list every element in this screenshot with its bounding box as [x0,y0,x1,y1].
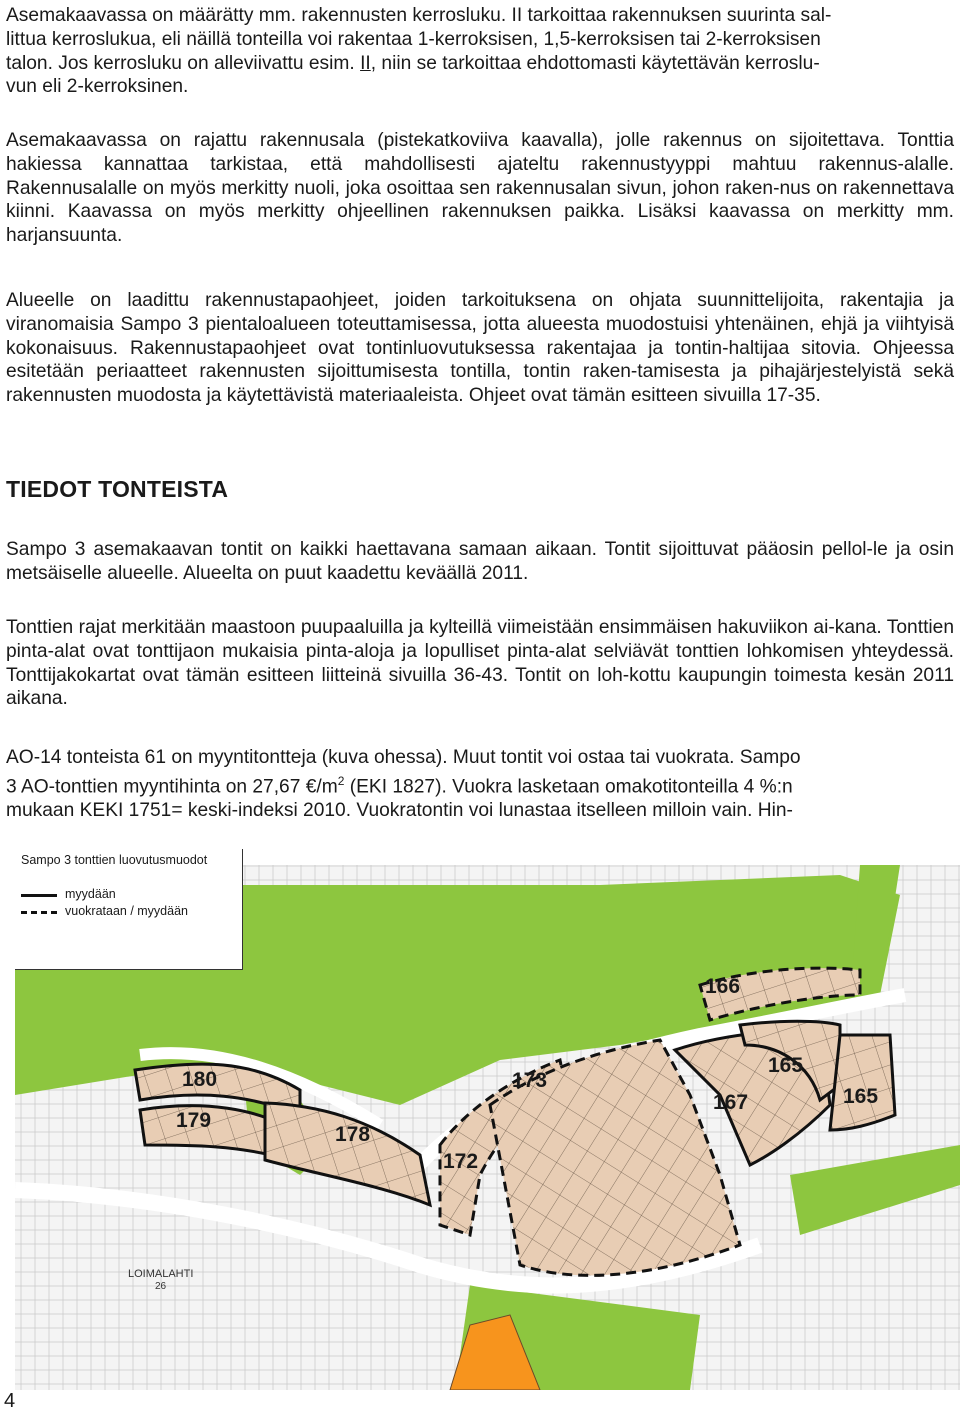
map-legend [15,849,243,970]
paragraph-plots-available: Sampo 3 asemakaavan tontit on kaikki haettavana samaan aikaan. Tontit sijoittuvat pääosin pellol-le ja osin metsäiselle alueelle. Alueelta on puut kaadettu keväällä 2011. [6,539,954,584]
block-label-173: 173 [512,1069,548,1092]
p1-line-1: Asemakaavassa on määrätty mm. rakennusten kerrosluku. II tarkoittaa rakennuksen suurinta sal- [6,5,832,26]
block-label-172: 172 [443,1150,479,1173]
p6-line-2-rest: (EKI 1827). Vuokra lasketaan omakotitonteilla 4 %:n [344,776,793,798]
p1-line-3-text: talon. Jos kerrosluku on alleviivattu esim. [6,52,361,74]
place-name: LOIMALAHTI [128,1268,194,1280]
p6-line-3: mukaan KEKI 1751= keski-indeksi 2010. Vuokratontin voi lunastaa itselleen milloin vain. Hin- [6,799,793,821]
p1-line-2: littua kerroslukua, eli näillä tonteilla voi rakentaa 1-kerroksisen, 1,5-kerroksisen tai 2-kerroksisen [6,28,821,50]
page-number: 4 [4,1390,16,1412]
legend-dashed-line [21,911,57,914]
paragraph-plot-boundaries: Tonttien rajat merkitään maastoon puupaaluilla ja kylteillä viimeistään ensimmäisen hakuviikon ai-kana. Tonttien pinta-alat ovat tonttijaon mukaisia pinta-aloja ja lopulliset pinta-alat selviävät tonttien lohkomisen yhteydessä. Tonttijakokartat ovat tämän esitteen liitteinä sivuilla 36-43. Tontit on loh-kottu kaupungin toimesta kesän 2011 aikana. [6,617,954,710]
block-label-179: 179 [176,1109,212,1132]
legend-solid-label: myydään [65,887,116,901]
block-label-180: 180 [182,1068,218,1091]
legend-dashed-label: vuokrataan / myydään [65,904,188,918]
paragraph-building-guidelines: Alueelle on laadittu rakennustapaohjeet, joiden tarkoituksena on ohjata suunnittelijoita, rakentajia ja viranomaisia Sampo 3 pientaloalueen toteuttamisessa, jotta alueesta muodostuisi yhtenäinen, ehjä ja viihtyisä kokonaisuus. Rakennustapaohjeet ovat tontinluovutuksessa rakentajaa ja tontin-haltijaa sitovia. Ohjeessa esitetään periaatteet rakennusten sijoittumisesta tontilla, tontin raken-tamisesta ja pihajärjestelyistä sekä rakennusten muodosta ja käytettävistä materiaaleista. Ohjeet ovat tämän esitteen sivuilla 17-35. [6,290,954,407]
p6-line-1: AO-14 tonteista 61 on myyntitontteja (kuva ohessa). Muut tontit voi ostaa tai vuokrata. Sampo [6,747,801,768]
paragraph-prices [6,746,954,823]
block-165-east [830,1035,895,1130]
place-number: 26 [155,1281,167,1292]
block-label-165-b: 165 [843,1085,879,1108]
legend-solid-line [21,894,57,897]
underlined-floor-mark: II [360,52,371,74]
paragraph-floor-count [6,4,954,99]
block-label-165-a: 165 [768,1054,804,1077]
section-heading: TIEDOT TONTEISTA [6,476,229,502]
p1-line-3-rest: , niin se tarkoittaa ehdottomasti käytettävän kerroslu- [370,52,820,74]
p6-line-2-text: 3 AO-tonttien myyntihinta on 27,67 €/m [6,776,338,798]
block-label-178: 178 [335,1123,371,1146]
block-label-166: 166 [705,975,741,998]
squared-superscript: 2 [337,773,345,788]
paragraph-building-area: Asemakaavassa on rajattu rakennusala (pistekatkoviiva kaavalla), jolle rakennus on sijoitettava. Tonttia hakiessa kannattaa tarkistaa, että mahdollisesti ajateltu rakennustyyppi mahtuu rakennus-alalle. Rakennusalalle on myös merkitty nuoli, joka osoittaa sen rakennusalan sivun, johon raken-nus on rakennettava kiinni. Kaavassa on myös merkitty ohjeellinen rakennuksen paikka. Lisäksi kaavassa on merkitty mm. harjansuunta. [6,130,954,247]
p6-line-2 [6,770,954,799]
p1-line-3 [6,52,954,76]
block-label-167: 167 [713,1091,749,1114]
legend-title: Sampo 3 tonttien luovutusmuodot [21,853,208,867]
p1-line-4: vun eli 2-kerroksinen. [6,76,189,98]
